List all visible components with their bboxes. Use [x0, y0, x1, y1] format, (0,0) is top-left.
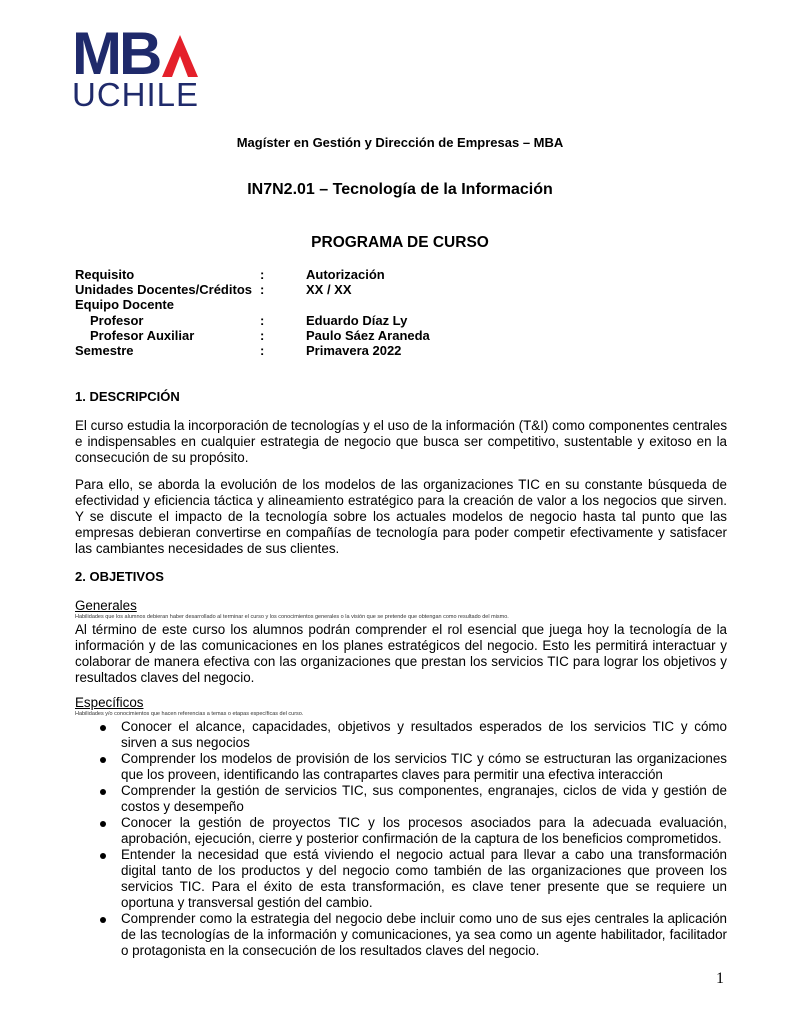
logo-top-line: [72, 20, 199, 87]
list-item-text: Conocer el alcance, capacidades, objetivos y resultados esperados de los servicios TIC y cómo sirven a sus negocios: [121, 719, 727, 750]
bullet-icon: [100, 725, 106, 731]
specific-objectives-label: Específicos: [75, 695, 144, 710]
info-label: Unidades Docentes/Créditos: [75, 282, 252, 298]
course-title: IN7N2.01 – Tecnología de la Información: [247, 181, 553, 198]
general-objectives-text: Al término de este curso los alumnos podrán comprender el rol esencial que juega hoy la tecnología de la información y de las comunicaciones en los planes estratégicos del negocio. Esto les permitirá interactuar y colaborar de manera efectiva con las organizaciones que prestan los servicios TIC para lograr los objetivos y resultados claves del negocio.: [75, 622, 727, 685]
description-paragraph-2: Para ello, se aborda la evolución de los modelos de las organizaciones TIC en su constante búsqueda de efectividad y eficiencia táctica y alineamiento estratégico para la creación de valor a los negocios que sirven. Y se discute el impacto de la tecnología sobre los actuales modelos de negocio hasta tal punto que las empresas debieran convertirse en compañías de tecnología para poder competir efectivamente y satisfacer las cambiantes necesidades de sus clientes.: [75, 477, 727, 556]
general-objectives-label: Generales: [75, 598, 137, 613]
list-item-text: Comprender los modelos de provisión de los servicios TIC y cómo se estructuran las organizaciones que los proveen, identificando las contrapartes claves para permitir una efectiva interacción: [121, 751, 727, 782]
bullet-icon: [100, 821, 106, 827]
list-item: [75, 783, 727, 815]
program-title: PROGRAMA DE CURSO: [311, 234, 489, 251]
info-colon: :: [260, 282, 265, 298]
general-objectives-note: Habilidades que los alumnos debieran haber desarrollado al terminar el curso y los conocimientos generales o la visión que se pretende que obtengan como resultado del mismo.: [75, 614, 509, 620]
list-item: [75, 719, 727, 751]
bullet-icon: [100, 917, 106, 923]
mba-uchile-logo: [72, 20, 212, 113]
info-colon: :: [260, 267, 265, 282]
bullet-icon: [100, 757, 106, 763]
list-item: [75, 815, 727, 847]
logo-a-triangle-icon: [161, 34, 199, 78]
page-number: 1: [716, 970, 724, 987]
program-subtitle: Magíster en Gestión y Dirección de Empresas – MBA: [236, 135, 564, 150]
logo-mb-text: MB: [72, 20, 160, 87]
description-paragraph-1: El curso estudia la incorporación de tecnologías y el uso de la información (T&I) como componentes centrales e indispensables en cualquier estrategia de negocio que busca ser competitivo, sustentable y exitoso en la consecución de su propósito.: [75, 418, 728, 465]
info-value: Autorización: [306, 267, 385, 282]
info-value: Eduardo Díaz Ly: [306, 312, 408, 328]
list-item: [75, 751, 727, 783]
info-colon: :: [260, 312, 265, 328]
info-label: Requisito: [75, 267, 135, 282]
list-item: [75, 911, 727, 959]
bullet-icon: [100, 789, 106, 795]
info-value: Primavera 2022: [306, 342, 402, 358]
specific-objectives-note: Habilidades y/o conocimientos que hacen referencias a temas o etapas específicas del curso.: [75, 711, 304, 717]
info-value: XX / XX: [306, 282, 352, 298]
list-item-text: Conocer la gestión de proyectos TIC y los procesos asociados para la adecuada evaluación, aprobación, ejecución, cierre y posterior confirmación de la captura de los beneficios comprometidos.: [121, 815, 727, 846]
info-label: Semestre: [75, 342, 134, 358]
list-item-text: Comprender la gestión de servicios TIC, sus componentes, engranajes, ciclos de vida y gestión de costos y desempeño: [121, 783, 727, 814]
specific-objectives-list: [75, 719, 727, 959]
list-item-text: Comprender como la estrategia del negocio debe incluir como uno de sus ejes centrales la aplicación de las tecnologías de la información y comunicaciones, ya sea como un agente habilitador, facilitador o protagonista en la consecución de los resultados claves del negocio.: [121, 911, 727, 958]
list-item: [75, 847, 727, 911]
info-label: Profesor: [90, 312, 144, 328]
info-value: Paulo Sáez Araneda: [306, 327, 430, 343]
info-label: Profesor Auxiliar: [90, 327, 195, 343]
logo-uchile-text: UCHILE: [72, 76, 200, 113]
bullet-icon: [100, 853, 106, 859]
info-colon: :: [260, 342, 265, 358]
info-colon: :: [260, 327, 265, 343]
info-label: Equipo Docente: [75, 297, 174, 313]
description-heading: 1. DESCRIPCIÓN: [75, 389, 180, 404]
list-item-text: Entender la necesidad que está viviendo el negocio actual para llevar a cabo una transformación digital tanto de los productos y del negocio como también de las organizaciones que proveen los servicios TIC. Para el éxito de esta transformación, es clave tener presente que se requiere un oportuna y transversal gestión del cambio.: [121, 847, 727, 910]
objectives-heading: 2. OBJETIVOS: [75, 569, 164, 584]
